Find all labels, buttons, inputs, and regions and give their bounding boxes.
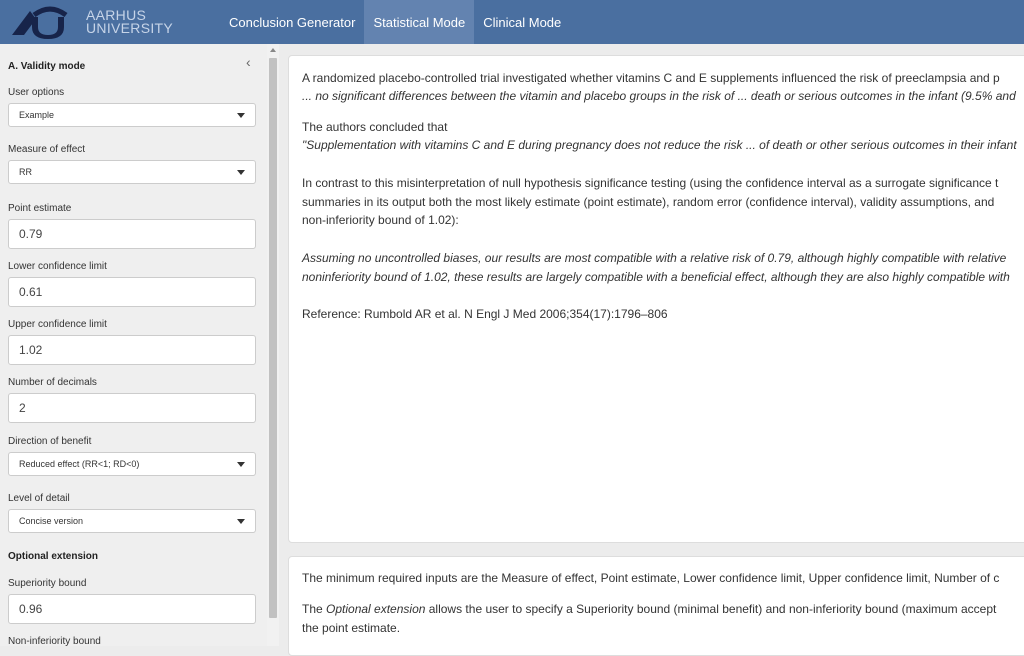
caret-down-icon (237, 113, 245, 118)
field-number-of-decimals (8, 377, 256, 423)
lower-limit-input[interactable]: 0.61 (8, 277, 256, 307)
tab-conclusion-generator[interactable]: Conclusion Generator (229, 14, 356, 30)
field-superiority-bound (8, 578, 256, 624)
contrast-line-3: non-inferiority bound of 1.02): (302, 213, 459, 227)
help-line-2-post: allows the user to specify a Superiority bound (minimal benefit) and non-inferiority bound (maximum accept (425, 602, 997, 616)
sidebar (0, 44, 267, 646)
caret-down-icon (237, 170, 245, 175)
contrast-line-2: summaries in its output both the most likely estimate (point estimate), random error (confidence interval), validity assumptions, and (302, 195, 995, 209)
field-direction-of-benefit (8, 436, 256, 476)
field-lower-confidence-limit (8, 261, 256, 307)
chevron-left-icon[interactable]: ‹ (246, 54, 251, 70)
generated-conclusion-line-2: noninferiority bound of 1.02, these results are largely compatible with a beneficial effect, although they are also highly compatible with (302, 270, 1010, 284)
reference-text: Reference: Rumbold AR et al. N Engl J Med 2006;354(17):1796–806 (302, 307, 668, 321)
point-estimate-input[interactable]: 0.79 (8, 219, 256, 249)
help-line-3: the point estimate. (302, 621, 401, 635)
field-upper-confidence-limit (8, 319, 256, 365)
logo-line-2: UNIVERSITY (86, 20, 174, 36)
intro-line-2: ... no significant differences between the vitamin and placebo groups in the risk of ... death or serious outcomes in the infant (9.5% and (302, 89, 1016, 103)
field-user-options (8, 87, 256, 127)
upper-label: Upper confidence limit (8, 319, 107, 330)
nav-tabs (220, 0, 570, 44)
help-line-2 (302, 600, 996, 618)
caret-down-icon (237, 462, 245, 467)
contrast-line-1: In contrast to this misinterpretation of null hypothesis significance testing (using the confidence interval as a surrogate significance t (302, 176, 999, 190)
lower-label: Lower confidence limit (8, 261, 107, 272)
field-level-of-detail (8, 493, 256, 533)
tab-clinical-mode[interactable]: Clinical Mode (483, 14, 562, 30)
scroll-thumb[interactable] (269, 58, 277, 618)
tab-statistical-mode[interactable]: Statistical Mode (364, 0, 474, 44)
scroll-up-arrow-icon[interactable] (270, 48, 276, 52)
authors-quote: "Supplementation with vitamins C and E during pregnancy does not reduce the risk ... of death or other serious outcomes in their infant (302, 138, 1017, 152)
sidebar-scrollbar[interactable] (267, 44, 279, 646)
upper-limit-input[interactable]: 1.02 (8, 335, 256, 365)
user-options-select[interactable] (8, 103, 256, 127)
au-logo-icon (10, 5, 74, 39)
noninferiority-label: Non-inferiority bound (8, 636, 101, 646)
user-options-value: Example (19, 110, 55, 120)
aarhus-university-logo[interactable] (0, 0, 209, 44)
superiority-label: Superiority bound (8, 578, 87, 589)
point-label: Point estimate (8, 203, 72, 214)
measure-label: Measure of effect (8, 144, 86, 155)
measure-value: RR (19, 167, 32, 177)
decimals-input[interactable]: 2 (8, 393, 256, 423)
field-measure-of-effect (8, 144, 256, 184)
superiority-input[interactable]: 0.96 (8, 594, 256, 624)
direction-value: Reduced effect (RR<1; RD<0) (19, 459, 140, 469)
section-title-validity-mode: A. Validity mode (8, 61, 86, 72)
direction-select[interactable] (8, 452, 256, 476)
generated-conclusion-line-1: Assuming no uncontrolled biases, our results are most compatible with a relative risk of 0.79, although highly compatible with relative (302, 251, 1007, 265)
field-point-estimate (8, 203, 256, 249)
help-line-2-pre: The (302, 602, 327, 616)
section-title-optional-extension: Optional extension (8, 551, 99, 562)
help-line-2-italic: Optional extension (326, 602, 426, 616)
detail-select[interactable] (8, 509, 256, 533)
help-panel (288, 556, 1024, 656)
conclusion-panel (288, 55, 1024, 543)
detail-label: Level of detail (8, 493, 70, 504)
field-non-inferiority-bound (8, 636, 256, 646)
direction-label: Direction of benefit (8, 436, 92, 447)
logo-line-1: AARHUS (86, 7, 147, 23)
logo-wordmark (86, 9, 173, 35)
intro-line-1: A randomized placebo-controlled trial investigated whether vitamins C and E supplements influenced the risk of preeclampsia and p (302, 71, 1000, 85)
caret-down-icon (237, 519, 245, 524)
decimals-label: Number of decimals (8, 377, 97, 388)
user-options-label: User options (8, 87, 65, 98)
top-navbar (0, 0, 1024, 44)
measure-select[interactable] (8, 160, 256, 184)
help-line-1: The minimum required inputs are the Measure of effect, Point estimate, Lower confidence limit, Upper confidence limit, Number of c (302, 571, 1000, 585)
detail-value: Concise version (19, 516, 84, 526)
authors-concluded-label: The authors concluded that (302, 120, 448, 134)
